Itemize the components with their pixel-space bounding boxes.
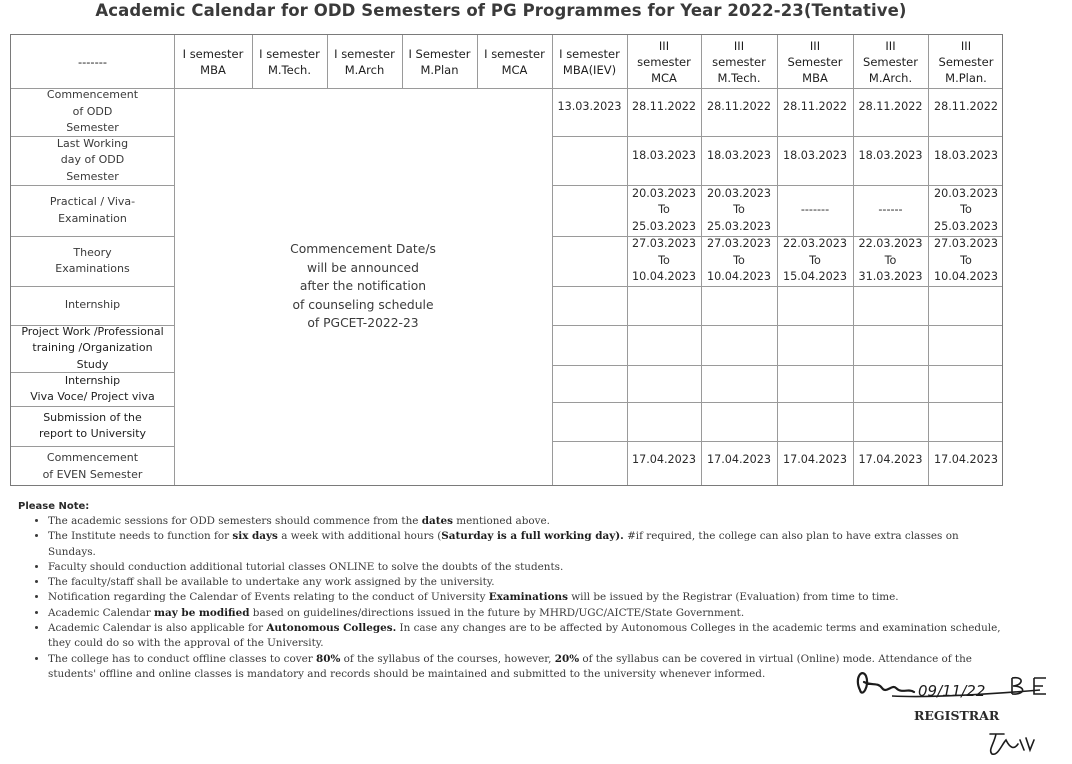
date-cell bbox=[701, 185, 777, 236]
date-cell-text: 27.03.2023 To 10.04.2023 bbox=[933, 237, 999, 284]
date-cell-text: 17.04.2023 bbox=[858, 452, 923, 466]
header-corner bbox=[11, 35, 174, 88]
column-header bbox=[252, 35, 327, 88]
note-text: Academic Calendar is also applicable for bbox=[48, 622, 267, 635]
page-title: Academic Calendar for ODD Semesters of PG Programmes for Year 2022-23(Tentative) bbox=[95, 1, 907, 20]
row-label bbox=[11, 286, 174, 325]
note-text: will be issued by the Registrar (Evaluation) from time to time. bbox=[567, 591, 899, 604]
date-cell-text: 18.03.2023 bbox=[631, 148, 697, 162]
note-item bbox=[48, 529, 1008, 560]
column-header-text: III Semester M.Plan. bbox=[938, 38, 994, 85]
date-cell bbox=[777, 88, 853, 126]
merged-announcement-cell-text: Commencement Date/s will be announced after the notification of counseling schedule of PGCET-2022-23 bbox=[290, 242, 436, 331]
date-cell-text: 28.11.2022 bbox=[706, 99, 772, 113]
calendar-table bbox=[10, 34, 1003, 486]
date-cell-text: ------- bbox=[800, 203, 830, 217]
note-text: based on guidelines/directions issued in the future by MHRD/UGC/AICTE/State Government. bbox=[249, 606, 745, 619]
column-header-text: I semester M.Tech. bbox=[259, 46, 320, 77]
date-cell bbox=[853, 185, 928, 236]
note-text: Saturday is a full working day). bbox=[441, 530, 624, 543]
date-cell bbox=[777, 185, 853, 236]
column-header bbox=[327, 35, 402, 88]
column-header bbox=[552, 35, 627, 88]
note-text: mentioned above. bbox=[452, 515, 550, 527]
row-label-text: Internship Viva Voce/ Project viva bbox=[30, 373, 155, 403]
date-cell bbox=[701, 88, 777, 126]
column-header-text: III semester M.Tech. bbox=[712, 38, 766, 85]
note-item bbox=[48, 560, 1008, 575]
notes-list bbox=[18, 514, 1008, 682]
date-cell bbox=[701, 447, 777, 473]
date-cell bbox=[627, 447, 701, 473]
note-item bbox=[48, 621, 1008, 652]
date-cell bbox=[853, 88, 928, 126]
date-cell bbox=[928, 88, 1004, 126]
date-cell-text: 28.11.2022 bbox=[933, 99, 999, 113]
row-label bbox=[11, 372, 174, 406]
table-divider bbox=[552, 441, 1002, 442]
registrar-label: REGISTRAR bbox=[914, 708, 1000, 723]
table-divider bbox=[552, 286, 1002, 287]
row-label-text: Commencement of EVEN Semester bbox=[42, 451, 143, 481]
date-cell bbox=[928, 236, 1004, 286]
date-cell-text: 22.03.2023 To 31.03.2023 bbox=[858, 237, 923, 284]
date-cell bbox=[552, 88, 627, 126]
row-label-text: Project Work /Professional training /Organization Study bbox=[21, 324, 164, 371]
row-label-text: Last Working day of ODD Semester bbox=[56, 136, 129, 183]
row-label bbox=[11, 88, 174, 136]
date-cell bbox=[853, 447, 928, 473]
date-cell-text: 20.03.2023 To 25.03.2023 bbox=[631, 186, 697, 233]
note-text: may be modified bbox=[154, 606, 250, 619]
header-corner-text: ------- bbox=[77, 54, 108, 69]
table-divider bbox=[552, 365, 1002, 366]
date-cell bbox=[853, 136, 928, 176]
note-text: Faculty should conduction additional tutorial classes ONLINE to solve the doubts of the students. bbox=[48, 560, 564, 573]
date-cell bbox=[853, 236, 928, 286]
note-text: 20% bbox=[554, 652, 580, 665]
notes-heading: Please Note: bbox=[18, 501, 90, 512]
column-header bbox=[477, 35, 552, 88]
note-text: dates bbox=[421, 515, 453, 527]
merged-announcement-cell bbox=[174, 88, 552, 485]
notes-section bbox=[18, 501, 1008, 682]
registrar-signature bbox=[852, 660, 1062, 712]
initials-signature bbox=[984, 726, 1044, 760]
date-cell bbox=[701, 236, 777, 286]
date-cell bbox=[928, 447, 1004, 473]
column-header bbox=[853, 35, 928, 88]
table-divider bbox=[552, 325, 1002, 326]
row-label bbox=[11, 406, 174, 446]
row-label bbox=[11, 446, 174, 487]
note-item bbox=[48, 590, 1008, 605]
column-header bbox=[701, 35, 777, 88]
date-cell-text: 17.04.2023 bbox=[933, 452, 999, 466]
date-cell-text: 20.03.2023 To 25.03.2023 bbox=[933, 186, 999, 233]
table-divider bbox=[552, 402, 1002, 403]
note-item bbox=[48, 514, 1008, 529]
column-header-text: I semester MCA bbox=[484, 46, 545, 77]
date-cell bbox=[627, 236, 701, 286]
column-header bbox=[928, 35, 1004, 88]
date-cell-text: 28.11.2022 bbox=[782, 99, 848, 113]
note-text: The academic sessions for ODD semesters should commence from the bbox=[48, 515, 422, 527]
row-label-text: Commencement of ODD Semester bbox=[46, 88, 139, 135]
note-text: a week with additional hours ( bbox=[277, 530, 442, 543]
date-cell-text: 13.03.2023 bbox=[557, 99, 622, 113]
date-cell-text: 27.03.2023 To 10.04.2023 bbox=[631, 237, 697, 284]
date-cell-text: 18.03.2023 bbox=[706, 148, 772, 162]
date-cell-text: 18.03.2023 bbox=[782, 148, 848, 162]
note-text: Autonomous Colleges. bbox=[266, 622, 397, 635]
note-text: In case any changes are to be affected by Autonomous Colleges in the academic terms and examination schedule, they could do so with the approval of the University. bbox=[48, 622, 1001, 650]
signature-date: 09/11/22 bbox=[918, 682, 986, 700]
date-cell bbox=[777, 447, 853, 473]
date-cell-text: ------ bbox=[878, 203, 903, 217]
row-label bbox=[11, 325, 174, 372]
row-label-text: Submission of the report to University bbox=[38, 410, 147, 440]
date-cell-text: 28.11.2022 bbox=[631, 99, 697, 113]
column-header-text: I semester MBA bbox=[182, 46, 244, 77]
date-cell bbox=[701, 136, 777, 176]
row-label bbox=[11, 236, 174, 286]
note-item bbox=[48, 606, 1008, 621]
date-cell-text: 22.03.2023 To 15.04.2023 bbox=[782, 237, 848, 284]
date-cell-text: 28.11.2022 bbox=[858, 99, 923, 113]
date-cell bbox=[627, 88, 701, 126]
note-text: of the syllabus of the courses, however, bbox=[340, 652, 555, 665]
column-header-text: I semester M.Arch bbox=[334, 46, 395, 77]
note-text: Examinations bbox=[488, 591, 568, 604]
column-header-text: I semester MBA(IEV) bbox=[559, 46, 620, 77]
note-text: The Institute needs to function for bbox=[48, 530, 233, 543]
date-cell bbox=[627, 185, 701, 236]
note-text: The faculty/staff shall be available to undertake any work assigned by the university. bbox=[48, 576, 495, 589]
note-text: The college has to conduct offline classes to cover bbox=[48, 652, 317, 665]
column-header bbox=[777, 35, 853, 88]
row-label bbox=[11, 185, 174, 236]
date-cell bbox=[928, 136, 1004, 176]
date-cell bbox=[777, 136, 853, 176]
note-text: #if required, the college can also plan to have extra classes on Sundays. bbox=[48, 530, 959, 558]
date-cell bbox=[777, 236, 853, 286]
date-cell bbox=[627, 136, 701, 176]
column-header-text: III semester MCA bbox=[637, 38, 691, 85]
column-header-text: I Semester M.Plan bbox=[408, 46, 471, 77]
note-text: Academic Calendar bbox=[48, 606, 155, 619]
column-header-text: III Semester MBA bbox=[787, 38, 843, 85]
row-label bbox=[11, 136, 174, 185]
column-header bbox=[627, 35, 701, 88]
column-header bbox=[402, 35, 477, 88]
note-text: of the syllabus can be covered in virtual (Online) mode. Attendance of the students' offline and online classes is mandatory and records should be maintained and submitted to the university whenever informed. bbox=[48, 652, 972, 680]
note-text: 80% bbox=[316, 652, 341, 665]
date-cell-text: 17.04.2023 bbox=[706, 452, 772, 466]
date-cell bbox=[928, 185, 1004, 236]
date-cell-text: 18.03.2023 bbox=[858, 148, 923, 162]
date-cell-text: 17.04.2023 bbox=[631, 452, 697, 466]
date-cell-text: 17.04.2023 bbox=[782, 452, 848, 466]
row-label-text: Theory Examinations bbox=[55, 245, 130, 275]
note-text: six days bbox=[232, 530, 278, 543]
note-text: Notification regarding the Calendar of Events relating to the conduct of University bbox=[48, 591, 489, 604]
row-label-text: Internship bbox=[64, 298, 121, 312]
date-cell-text: 20.03.2023 To 25.03.2023 bbox=[706, 186, 772, 233]
column-header-text: III Semester M.Arch. bbox=[863, 38, 918, 85]
date-cell-text: 27.03.2023 To 10.04.2023 bbox=[706, 237, 772, 284]
date-cell-text: 18.03.2023 bbox=[933, 148, 999, 162]
column-header bbox=[174, 35, 252, 88]
note-item bbox=[48, 575, 1008, 590]
row-label-text: Practical / Viva- Examination bbox=[49, 195, 136, 225]
